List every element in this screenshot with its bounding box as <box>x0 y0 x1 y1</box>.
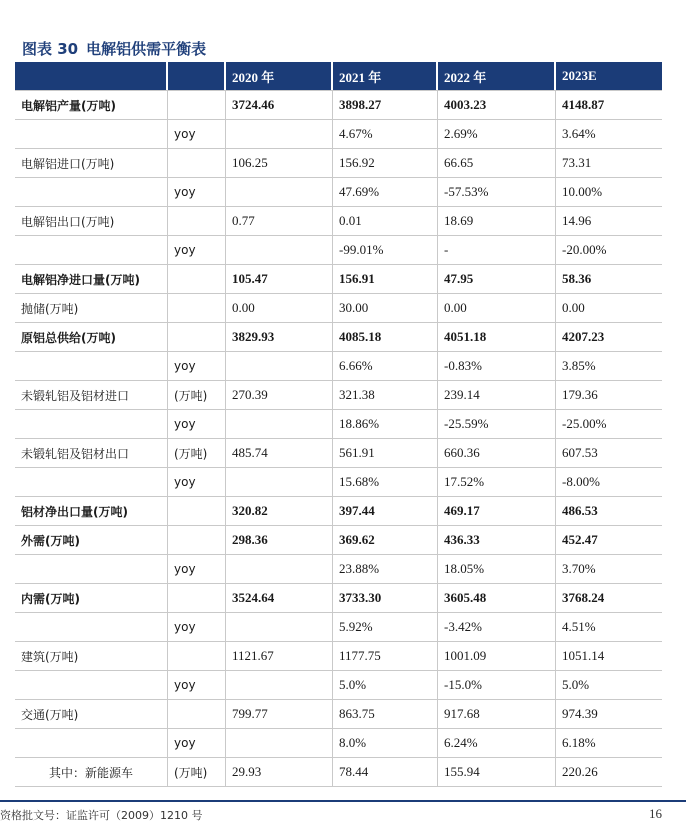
value-cell <box>226 352 333 381</box>
row-label <box>15 120 168 149</box>
row-label <box>15 613 168 642</box>
row-sublabel: yoy <box>168 613 226 642</box>
value-cell: - <box>438 236 556 265</box>
table-row <box>15 120 662 149</box>
value-cell: 18.05% <box>438 555 556 584</box>
table-row <box>15 642 662 671</box>
row-label: 电解铝出口(万吨) <box>15 207 168 236</box>
value-cell: 0.01 <box>333 207 438 236</box>
value-cell: 0.00 <box>226 294 333 323</box>
value-cell: 106.25 <box>226 149 333 178</box>
footer-license-text: 资格批文号：证监许可（2009）1210 号 <box>0 809 203 822</box>
value-cell: 397.44 <box>333 497 438 526</box>
row-sublabel: yoy <box>168 352 226 381</box>
value-cell: 10.00% <box>556 178 662 207</box>
value-cell: 4085.18 <box>333 323 438 352</box>
table-row <box>15 526 662 555</box>
value-cell: 5.92% <box>333 613 438 642</box>
value-cell: 18.69 <box>438 207 556 236</box>
value-cell: 156.92 <box>333 149 438 178</box>
value-cell: 452.47 <box>556 526 662 555</box>
value-cell: 2.69% <box>438 120 556 149</box>
row-label <box>15 671 168 700</box>
row-label: 内需(万吨) <box>15 584 168 613</box>
header-cell <box>168 62 226 90</box>
value-cell: 660.36 <box>438 439 556 468</box>
row-label: 其中：新能源车 <box>15 758 168 787</box>
row-label <box>15 352 168 381</box>
row-sublabel <box>168 90 226 120</box>
aluminum-balance-table <box>15 62 662 787</box>
table-row <box>15 468 662 497</box>
row-sublabel: yoy <box>168 120 226 149</box>
value-cell: -99.01% <box>333 236 438 265</box>
value-cell: 155.94 <box>438 758 556 787</box>
row-sublabel <box>168 207 226 236</box>
row-sublabel: (万吨) <box>168 439 226 468</box>
table-row <box>15 410 662 439</box>
value-cell: 4051.18 <box>438 323 556 352</box>
value-cell: 3605.48 <box>438 584 556 613</box>
row-sublabel <box>168 700 226 729</box>
row-sublabel <box>168 526 226 555</box>
value-cell: 3724.46 <box>226 90 333 120</box>
row-label <box>15 555 168 584</box>
value-cell: 47.95 <box>438 265 556 294</box>
value-cell: 863.75 <box>333 700 438 729</box>
row-sublabel <box>168 642 226 671</box>
value-cell: 4003.23 <box>438 90 556 120</box>
row-sublabel <box>168 294 226 323</box>
row-sublabel: (万吨) <box>168 758 226 787</box>
row-label: 交通(万吨) <box>15 700 168 729</box>
value-cell <box>226 410 333 439</box>
row-sublabel: yoy <box>168 236 226 265</box>
table-row <box>15 555 662 584</box>
value-cell: 3524.64 <box>226 584 333 613</box>
value-cell: 156.91 <box>333 265 438 294</box>
row-sublabel: yoy <box>168 555 226 584</box>
table-row <box>15 381 662 410</box>
value-cell: 0.00 <box>438 294 556 323</box>
value-cell: 4.51% <box>556 613 662 642</box>
row-sublabel: yoy <box>168 729 226 758</box>
value-cell: 1001.09 <box>438 642 556 671</box>
value-cell: 4207.23 <box>556 323 662 352</box>
value-cell: 320.82 <box>226 497 333 526</box>
value-cell: 220.26 <box>556 758 662 787</box>
row-label: 未锻轧铝及铝材进口 <box>15 381 168 410</box>
value-cell: 23.88% <box>333 555 438 584</box>
table-row <box>15 613 662 642</box>
value-cell: 3.85% <box>556 352 662 381</box>
value-cell: -3.42% <box>438 613 556 642</box>
row-label: 铝材净出口量(万吨) <box>15 497 168 526</box>
row-sublabel: yoy <box>168 671 226 700</box>
row-label: 外需(万吨) <box>15 526 168 555</box>
value-cell: 974.39 <box>556 700 662 729</box>
row-sublabel: yoy <box>168 178 226 207</box>
row-label: 未锻轧铝及铝材出口 <box>15 439 168 468</box>
row-sublabel <box>168 265 226 294</box>
value-cell: 0.00 <box>556 294 662 323</box>
row-label <box>15 236 168 265</box>
value-cell: 105.47 <box>226 265 333 294</box>
value-cell: 3.64% <box>556 120 662 149</box>
value-cell: 58.36 <box>556 265 662 294</box>
table-row <box>15 729 662 758</box>
table-row <box>15 207 662 236</box>
table-row <box>15 236 662 265</box>
table-header-row <box>15 62 662 90</box>
value-cell: 6.66% <box>333 352 438 381</box>
row-label: 抛储(万吨) <box>15 294 168 323</box>
value-cell: 8.0% <box>333 729 438 758</box>
table-row <box>15 352 662 381</box>
value-cell: 14.96 <box>556 207 662 236</box>
value-cell: 561.91 <box>333 439 438 468</box>
table-row <box>15 584 662 613</box>
table-row <box>15 323 662 352</box>
header-cell-2022: 2022 年 <box>438 62 556 90</box>
value-cell: 5.0% <box>556 671 662 700</box>
header-cell-2021: 2021 年 <box>333 62 438 90</box>
value-cell: 73.31 <box>556 149 662 178</box>
value-cell <box>226 178 333 207</box>
value-cell: -0.83% <box>438 352 556 381</box>
value-cell: 1121.67 <box>226 642 333 671</box>
value-cell: 469.17 <box>438 497 556 526</box>
value-cell <box>226 555 333 584</box>
value-cell: 29.93 <box>226 758 333 787</box>
value-cell: 917.68 <box>438 700 556 729</box>
header-cell-2023e: 2023E <box>556 62 662 90</box>
table-row <box>15 294 662 323</box>
value-cell: 4148.87 <box>556 90 662 120</box>
row-label: 电解铝净进口量(万吨) <box>15 265 168 294</box>
value-cell: 3768.24 <box>556 584 662 613</box>
value-cell: 3733.30 <box>333 584 438 613</box>
header-cell <box>15 62 168 90</box>
table-row <box>15 149 662 178</box>
value-cell: 6.18% <box>556 729 662 758</box>
row-label <box>15 178 168 207</box>
row-sublabel <box>168 584 226 613</box>
row-sublabel: yoy <box>168 468 226 497</box>
header-cell-2020: 2020 年 <box>226 62 333 90</box>
value-cell: -25.00% <box>556 410 662 439</box>
caption-title: 电解铝供需平衡表 <box>86 40 207 58</box>
value-cell: -25.59% <box>438 410 556 439</box>
row-sublabel <box>168 497 226 526</box>
value-cell: 321.38 <box>333 381 438 410</box>
table-row <box>15 758 662 787</box>
value-cell: 0.77 <box>226 207 333 236</box>
value-cell: 78.44 <box>333 758 438 787</box>
row-label: 原铝总供给(万吨) <box>15 323 168 352</box>
value-cell <box>226 468 333 497</box>
value-cell: -57.53% <box>438 178 556 207</box>
value-cell: 47.69% <box>333 178 438 207</box>
value-cell: 270.39 <box>226 381 333 410</box>
row-label: 电解铝进口(万吨) <box>15 149 168 178</box>
value-cell <box>226 671 333 700</box>
value-cell: 436.33 <box>438 526 556 555</box>
table-row <box>15 671 662 700</box>
page-number: 16 <box>649 806 662 821</box>
value-cell: -15.0% <box>438 671 556 700</box>
row-label: 建筑(万吨) <box>15 642 168 671</box>
value-cell: 1177.75 <box>333 642 438 671</box>
value-cell: 298.36 <box>226 526 333 555</box>
value-cell: 799.77 <box>226 700 333 729</box>
value-cell: 3898.27 <box>333 90 438 120</box>
row-sublabel <box>168 149 226 178</box>
value-cell: -8.00% <box>556 468 662 497</box>
value-cell: 1051.14 <box>556 642 662 671</box>
table-row <box>15 497 662 526</box>
table-row <box>15 265 662 294</box>
table-caption <box>22 38 206 59</box>
row-sublabel: yoy <box>168 410 226 439</box>
value-cell: 485.74 <box>226 439 333 468</box>
row-label <box>15 729 168 758</box>
value-cell <box>226 729 333 758</box>
table-row <box>15 700 662 729</box>
value-cell: 607.53 <box>556 439 662 468</box>
value-cell: 3.70% <box>556 555 662 584</box>
footer-divider <box>0 800 686 802</box>
value-cell: 239.14 <box>438 381 556 410</box>
value-cell <box>226 120 333 149</box>
value-cell: 4.67% <box>333 120 438 149</box>
row-label: 电解铝产量(万吨) <box>15 90 168 120</box>
value-cell <box>226 236 333 265</box>
table-row <box>15 90 662 120</box>
value-cell: 17.52% <box>438 468 556 497</box>
value-cell: 3829.93 <box>226 323 333 352</box>
value-cell: 66.65 <box>438 149 556 178</box>
value-cell: 5.0% <box>333 671 438 700</box>
row-sublabel <box>168 323 226 352</box>
row-sublabel: (万吨) <box>168 381 226 410</box>
value-cell <box>226 613 333 642</box>
table-row <box>15 439 662 468</box>
caption-label: 图表 30 <box>22 40 79 58</box>
table-row <box>15 178 662 207</box>
value-cell: -20.00% <box>556 236 662 265</box>
row-label <box>15 468 168 497</box>
value-cell: 369.62 <box>333 526 438 555</box>
value-cell: 18.86% <box>333 410 438 439</box>
value-cell: 15.68% <box>333 468 438 497</box>
value-cell: 179.36 <box>556 381 662 410</box>
value-cell: 486.53 <box>556 497 662 526</box>
value-cell: 30.00 <box>333 294 438 323</box>
row-label <box>15 410 168 439</box>
value-cell: 6.24% <box>438 729 556 758</box>
